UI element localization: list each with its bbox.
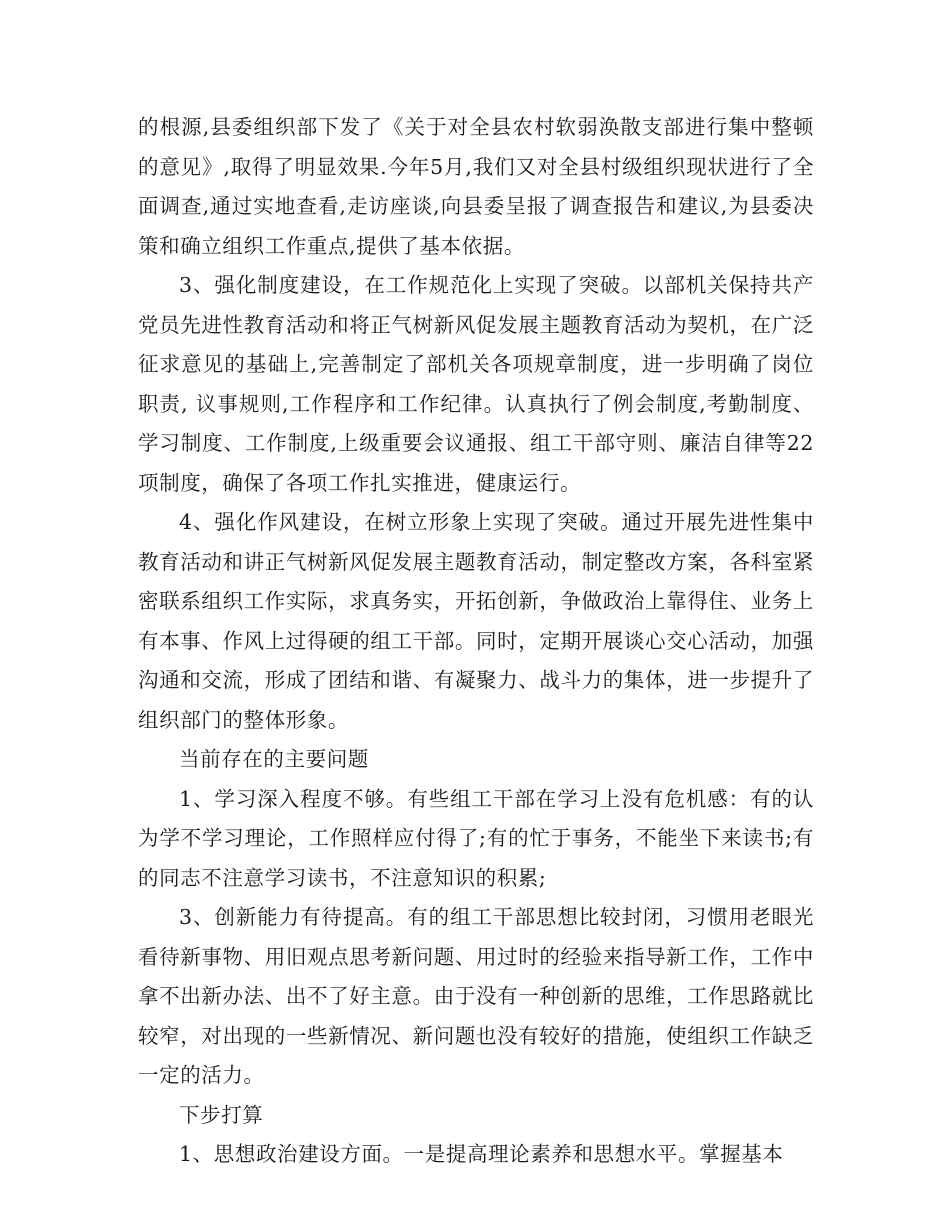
paragraph-learning-depth: 1、学习深入程度不够。有些组工干部在学习上没有危机感：有的认为学不学习理论，工作照样应付得了;有的忙于事务，不能坐下来读书;有的同志不注意学习读书，不注意知识的积累;: [138, 786, 814, 890]
section-heading-next-steps: 下步打算: [179, 1102, 264, 1127]
paragraph-work-style: 4、强化作风建设，在树立形象上实现了突破。通过开展先进性集中教育活动和讲正气树新风促发展主题教育活动，制定整改方案，各科室紧密联系组织工作实际，求真务实，开拓创新，争做政治上靠得住、业务上有本事、作风上过得硬的组工干部。同时，定期开展谈心交心活动，加强沟通和交流，形成了团结和谐、有凝聚力、战斗力的集体，进一步提升了组织部门的整体形象。: [138, 510, 814, 732]
paragraph-political-building: 1、思想政治建设方面。一是提高理论素养和思想水平。掌握基本: [179, 1142, 784, 1166]
paragraph-system-building: 3、强化制度建设，在工作规范化上实现了突破。以部机关保持共产党员先进性教育活动和将正气树新风促发展主题教育活动为契机，在广泛征求意见的基础上,完善制定了部机关各项规章制度，进一步明确了岗位职责, 议事规则,工作程序和工作纪律。认真执行了例会制度,考勤制度、学习制度、工作制度,上级重要会议通报、组工干部守则、廉洁自律等22项制度，确保了各项工作扎实推进，健康运行。: [138, 273, 814, 495]
section-heading-problems: 当前存在的主要问题: [179, 747, 369, 771]
paragraph-innovation: 3、创新能力有待提高。有的组工干部思想比较封闭，习惯用老眼光看待新事物、用旧观点思考新问题、用过时的经验来指导新工作，工作中拿不出新办法、出不了好主意。由于没有一种创新的思维，工作思路就比较窄，对出现的一些新情况、新问题也没有较好的措施，使组织工作缺乏一定的活力。: [138, 905, 814, 1087]
document-body: [138, 108, 814, 1175]
paragraph-continuation: 的根源,县委组织部下发了《关于对全县农村软弱涣散支部进行集中整顿的意见》,取得了明显效果.今年5月,我们又对全县村级组织现状进行了全面调查,通过实地查看,走访座谈,向县委呈报了调查报告和建议,为县委决策和确立组织工作重点,提供了基本依据。: [138, 115, 814, 258]
